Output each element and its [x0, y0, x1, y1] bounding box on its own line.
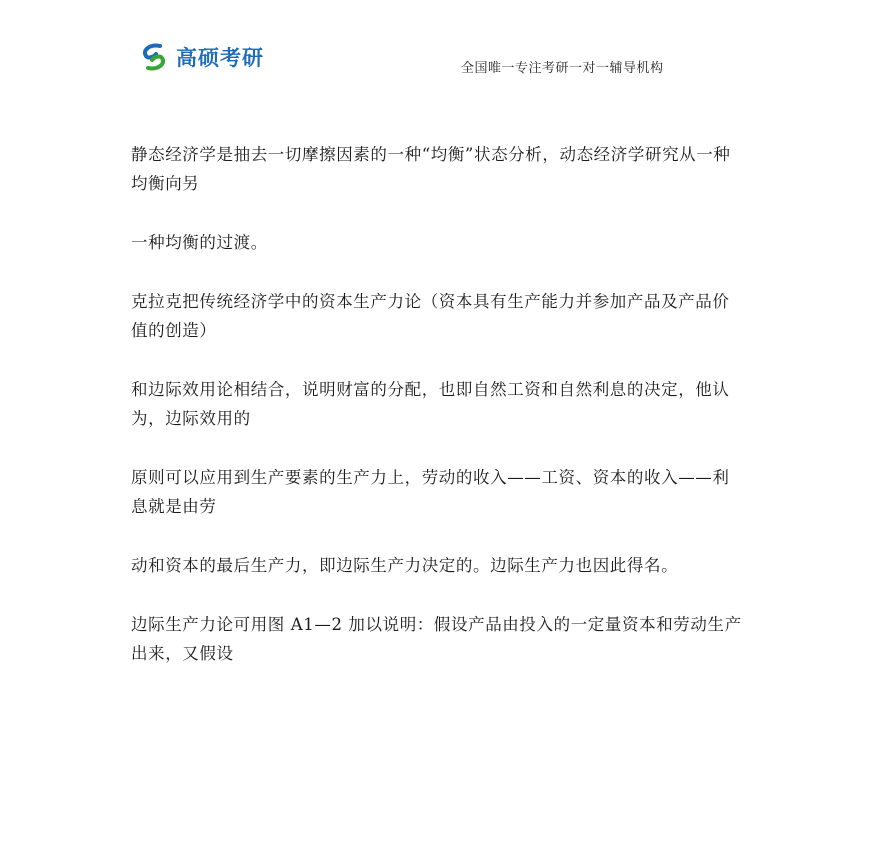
- paragraph: 边际生产力论可用图 A1—2 加以说明：假设产品由投入的一定量资本和劳动生产出来，又假设: [131, 615, 742, 663]
- paragraph: 静态经济学是抽去一切摩擦因素的一种“均衡”状态分析，动态经济学研究从一种均衡向另: [131, 145, 731, 193]
- brand-logo: [138, 42, 264, 72]
- document-body: [131, 140, 743, 668]
- header-tagline: 全国唯一专注考研一对一辅导机构: [461, 61, 664, 76]
- swirl-logo-icon: [138, 42, 170, 72]
- paragraph: 和边际效用论相结合，说明财富的分配，也即自然工资和自然利息的决定，他认为，边际效用的: [131, 380, 730, 428]
- paragraph: 克拉克把传统经济学中的资本生产力论（资本具有生产能力并参加产品及产品价值的创造）: [131, 292, 730, 340]
- brand-name: 高硕考研: [176, 46, 264, 70]
- paragraph: 动和资本的最后生产力，即边际生产力决定的。边际生产力也因此得名。: [131, 556, 679, 575]
- page-header: [0, 0, 870, 100]
- paragraph: 一种均衡的过渡。: [131, 233, 268, 252]
- paragraph: 原则可以应用到生产要素的生产力上，劳动的收入——工资、资本的收入——利息就是由劳: [131, 468, 730, 516]
